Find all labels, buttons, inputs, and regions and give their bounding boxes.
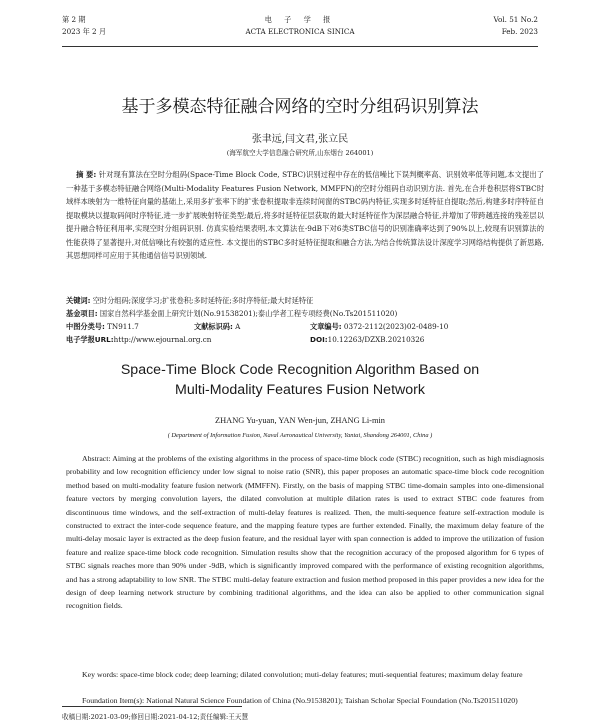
fund-cn-label: 基金项目:	[66, 309, 98, 318]
issue-number: 第 2 期	[62, 15, 86, 24]
keywords-en-label: Key words:	[82, 670, 119, 679]
doc-code-field	[194, 321, 240, 333]
doc-code-label: 文献标识码:	[194, 322, 233, 331]
fund-en-label: Foundation Item(s):	[82, 696, 145, 705]
footnote-rule	[62, 706, 242, 707]
authors-cn: 张聿远,闫文君,张立民	[251, 134, 349, 145]
clc-label: 中图分类号:	[66, 322, 105, 331]
volume-number: Vol. 51 No.2	[493, 15, 538, 24]
article-no-field	[310, 321, 448, 333]
keywords-cn	[66, 295, 544, 307]
abstract-cn	[66, 168, 544, 263]
abstract-cn-text: 针对现有算法在空时分组码(Space-Time Block Code, STBC)识别过程中存在的低信噪比下误判概率高、识别效率低等问题,本文提出了一种基于多模态特征融合网络(Multi-Modality Features Fusion Network, MMFFN)的空时分组码自动识别方法. 首先,在合并卷积层将STBC时域样本映射为一维特征向量的基础上,采用多扩张率下的扩张卷积提取非连续时间窗的STBC码内特征,实现多时延特征自提取;然后,构建多时序特征自提取模块以提取码间时序特征,进一步扩展映射特征类型;最后,将多时延特征层获取的最大时延特征作为深层融合特征,并增加了带跨越连接的残差层以提升融合特征利用率,实现空时分组码识别. 仿真实验结果表明,本文算法在-9dB下对6类STBC信号的识别准确率达到了90%以上,较现有识别算法的性能获得了显著提升,对低信噪比有较强的适应性. 本文提出的STBC多时延特征提取和融合方法,为结合传统算法设计深度学习网络结构提供了新思路,其思想同样可应用于其他通信信号识别领域.	[66, 170, 544, 260]
clc-value: TN911.7	[107, 322, 139, 331]
title-en	[60, 360, 540, 400]
url-doi-row	[66, 334, 544, 346]
doi-field	[310, 334, 424, 346]
journal-url-link[interactable]: http://www.ejournal.org.cn	[113, 335, 212, 344]
keywords-en	[66, 668, 544, 681]
affiliation-en: ( Department of Information Fusion, Naval Aeronautical University, Yantai, Shandong 264001, China )	[167, 432, 433, 439]
footnote: 收稿日期:2021-03-09;修回日期:2021-04-12;责任编辑:王天慧	[62, 713, 249, 721]
doi-link[interactable]: 10.12263/DZXB.20210326	[327, 335, 425, 344]
fund-cn-text: 国家自然科学基金面上研究计划(No.91538201);泰山学者工程专项经费(No.Ts201511020)	[99, 309, 398, 318]
issue-date-en: Feb. 2023	[501, 27, 538, 36]
abstract-en-label: Abstract:	[82, 454, 111, 463]
abstract-en-text: Aiming at the problems of the existing algorithms in the process of space-time block code (STBC) recognition, such as high misdiagnosis probability and low recognition efficiency under low signal to noise ratio (SNR), this paper proposes an automatic space-time block code recognition method based on multi-modality feature fusion network (MMFFN). Firstly, on the basis of mapping STBC time-domain samples into one-dimensional feature vectors by merging convolution layers, the dilated convolution at multiple dilation rates is used to extract STBC code features from discontinuous time windows, and the self-extraction of multi-delay features is realized. Then, the multi-sequence feature self-extraction module is constructed to extract the inter-code sequence feature, and the mapping feature types are further extended. Finally, the maximum delay feature of the multi-delay mosaic layer is extracted as the deep fusion feature, and the residual layer with span connection is added to improve the utilization of fusion feature and realize space-time block code recognition. Simulation results show that the recognition accuracy of the proposed algorithm for 6 types of STBC signals reaches more than 90% under -9dB, which is significantly improved compared with the performance of existing recognition algorithms, and has a strong adaptability to low SNR. The STBC multi-delay feature extraction and fusion method proposed in this paper provides a new idea for the design of deep learning network structure by combining traditional algorithms, and the idea can also be applied to other communication signal recognition fields.	[66, 454, 544, 611]
classification-row	[66, 321, 544, 333]
journal-name-en: ACTA ELECTRONICA SINICA	[245, 27, 355, 36]
authors-en: ZHANG Yu-yuan, YAN Wen-jun, ZHANG Li-min	[215, 416, 385, 425]
fund-cn	[66, 308, 544, 320]
clc-field	[66, 321, 139, 333]
fund-en-text: National Natural Science Foundation of China (No.91538201); Taishan Scholar Special Foundation (No.Ts201511020)	[146, 696, 518, 705]
doc-code-value: A	[235, 322, 241, 331]
abstract-cn-label: 摘 要:	[76, 170, 97, 179]
doi-label: DOI:	[310, 335, 328, 344]
title-en-line-2: Multi-Modality Features Fusion Network	[175, 382, 425, 398]
issue-date-cn: 2023 年 2 月	[62, 27, 107, 36]
article-no-label: 文章编号:	[310, 322, 342, 331]
keywords-cn-text: 空时分组码;深度学习;扩张卷积;多时延特征;多时序特征;最大时延特征	[92, 296, 314, 305]
abstract-en	[66, 452, 544, 613]
title-en-line-1: Space-Time Block Code Recognition Algorithm Based on	[120, 362, 480, 378]
article-no-value: 0372-2112(2023)02-0489-10	[343, 322, 449, 331]
url-field	[66, 334, 211, 346]
url-label: 电子学报URL:	[66, 335, 114, 344]
keywords-cn-label: 关键词:	[66, 296, 91, 305]
header-center	[62, 14, 538, 38]
journal-name-cn: 电 子 学 报	[264, 15, 336, 24]
running-header	[62, 14, 538, 47]
affiliation-cn: (海军航空大学信息融合研究所,山东烟台 264001)	[226, 149, 374, 157]
title-cn: 基于多模态特征融合网络的空时分组码识别算法	[121, 97, 479, 117]
keywords-en-text: space-time block code; deep learning; dilated convolution; muti-delay features; muti-sequential features; maximum delay feature	[120, 670, 523, 679]
header-right	[493, 14, 538, 38]
